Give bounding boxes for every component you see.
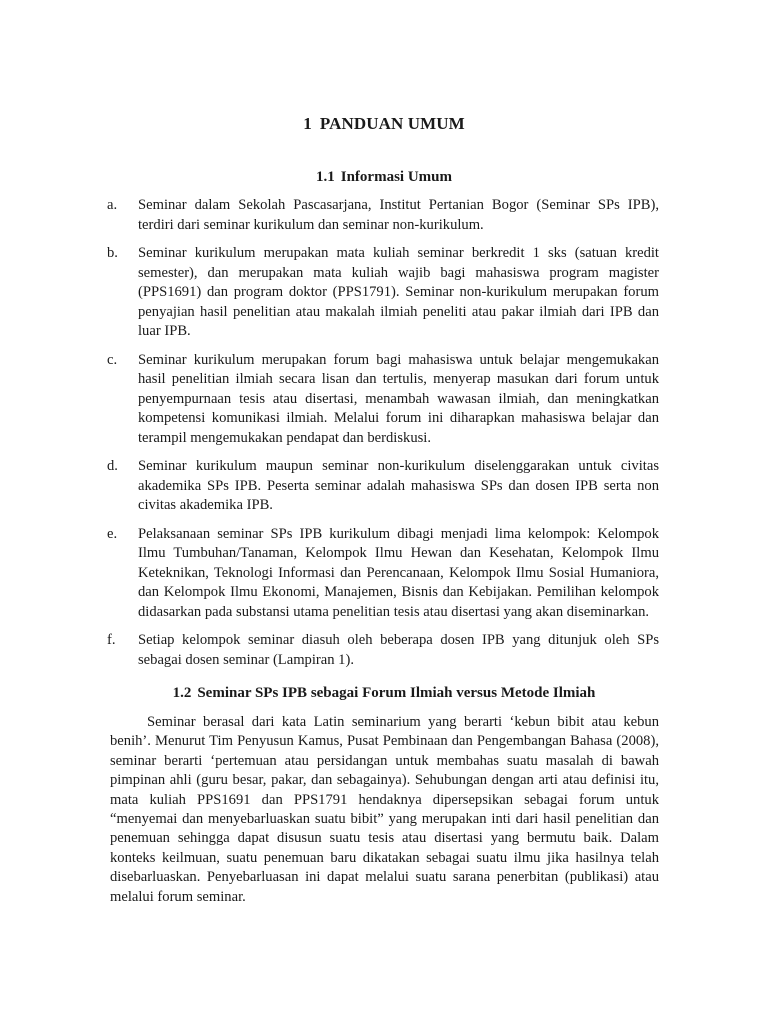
- chapter-title-text: PANDUAN UMUM: [319, 114, 465, 133]
- list-item: [107, 631, 659, 670]
- list-marker: b.: [107, 245, 118, 261]
- list-item: [107, 351, 659, 449]
- chapter-number: 1: [303, 114, 312, 133]
- section-heading-1-2: [0, 685, 768, 702]
- list-item: [107, 196, 659, 235]
- list-item: [107, 457, 659, 516]
- list-item-text: Seminar kurikulum merupakan forum bagi mahasiswa untuk belajar mengemukakan hasil penelitian ilmiah secara lisan dan tertulis, menyerap masukan dari forum untuk penyempurnaan tesis atau disertasi, menambah wawasan ilmiah, dan meningkatkan kompetensi komunikasi ilmiah. Melalui forum ini diharapkan mahasiswa belajar dan terampil mengemukakan pendapat dan berdiskusi.: [138, 351, 659, 446]
- list-marker: f.: [107, 632, 116, 648]
- list-item-text: Seminar kurikulum maupun seminar non-kurikulum diselenggarakan untuk civitas akademika SPs IPB. Peserta seminar adalah mahasiswa SPs dan dosen IPB serta non civitas akademika IPB.: [138, 458, 659, 513]
- body-paragraph: Seminar berasal dari kata Latin seminarium yang berarti ‘kebun bibit atau kebun benih’. Menurut Tim Penyusun Kamus, Pusat Pembinaan dan Pengembangan Bahasa (2008), seminar berarti ‘pertemuan atau persidangan untuk membahas suatu masalah di bawah pimpinan ahli (guru besar, pakar, dan sebagainya). Sehubungan dengan arti atau definisi itu, mata kuliah PPS1691 dan PPS1791 hendaknya dipersepsikan sebagai forum untuk “menyemai dan menyebarluaskan suatu bibit” yang merupakan inti dari hasil penelitian dan penemuan sehingga dapat disusun suatu tesis atau disertasi yang bermutu baik. Dalam konteks keilmuan, suatu penemuan baru dikatakan sebagai suatu ilmu jika hasilnya telah disebarluaskan. Penyebarluasan ini dapat melalui suatu sarana penerbitan (publikasi) atau melalui forum seminar.: [110, 714, 659, 905]
- list-marker: e.: [107, 525, 118, 542]
- general-info-list: [107, 196, 659, 679]
- section-title-text: Seminar SPs IPB sebagai Forum Ilmiah versus Metode Ilmiah: [197, 685, 596, 701]
- list-marker: d.: [107, 458, 118, 474]
- list-item-text: Setiap kelompok seminar diasuh oleh beberapa dosen IPB yang ditunjuk oleh SPs sebagai dosen seminar (Lampiran 1).: [138, 632, 659, 668]
- list-marker: c.: [107, 351, 118, 368]
- section-number: 1.1: [316, 169, 335, 185]
- section-heading-1-1: [0, 169, 768, 186]
- list-item-text: Pelaksanaan seminar SPs IPB kurikulum dibagi menjadi lima kelompok: Kelompok Ilmu Tumbuhan/Tanaman, Kelompok Ilmu Hewan dan Kesehatan, Kelompok Ilmu Keteknikan, Teknologi Informasi dan Perencanaan, Kelompok Ilmu Sosial Humaniora, dan Kelompok Ilmu Ekonomi, Manajemen, Bisnis dan Kebijakan. Pemilihan kelompok didasarkan pada substansi utama penelitian tesis atau disertasi yang akan diseminarkan.: [138, 525, 659, 620]
- list-item: [107, 525, 659, 623]
- list-item-text: Seminar dalam Sekolah Pascasarjana, Institut Pertanian Bogor (Seminar SPs IPB), terdiri dari seminar kurikulum dan seminar non-kurikulum.: [138, 197, 659, 233]
- list-item-text: Seminar kurikulum merupakan mata kuliah seminar berkredit 1 sks (satuan kredit semester), dan merupakan mata kuliah wajib bagi mahasiswa program magister (PPS1691) dan program doktor (PPS1791). Seminar non-kurikulum merupakan forum penyajian hasil penelitian atau makalah ilmiah peneliti atau pakar ilmiah dari IPB dan luar IPB.: [138, 245, 659, 339]
- list-item: [107, 244, 659, 342]
- list-marker: a.: [107, 197, 118, 213]
- chapter-heading: [0, 114, 768, 134]
- section-title-text: Informasi Umum: [340, 169, 452, 185]
- section-number: 1.2: [172, 685, 192, 701]
